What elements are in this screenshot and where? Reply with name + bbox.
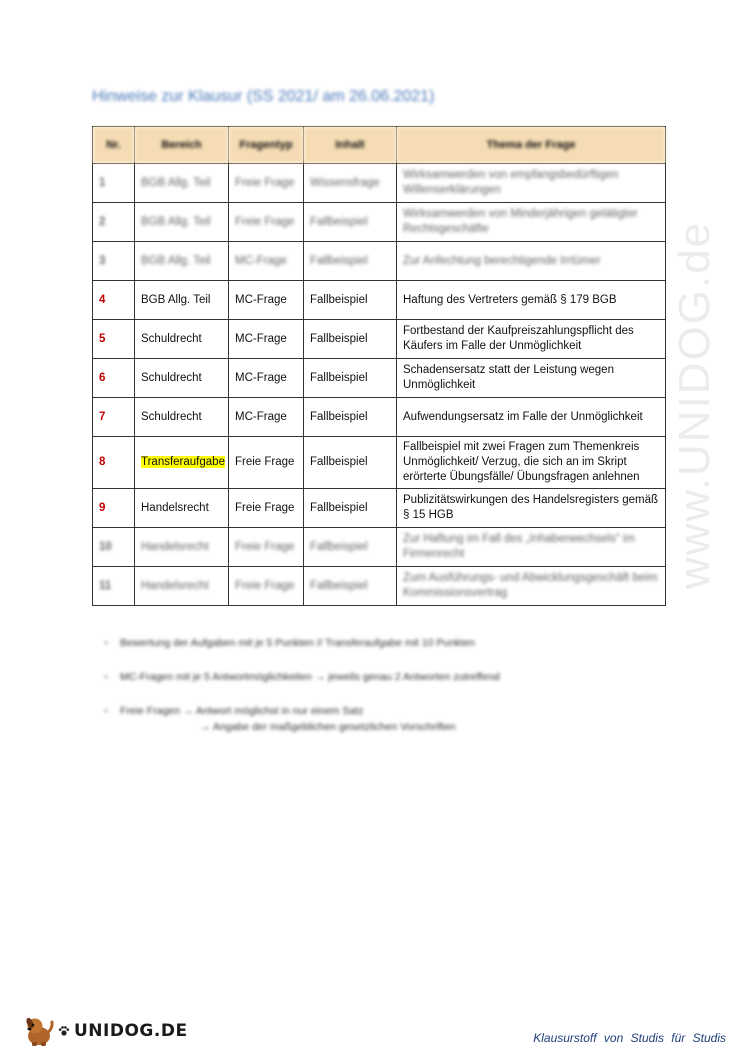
row-inhalt: Fallbeispiel [304,320,397,359]
table-row [93,398,666,437]
row-typ: Freie Frage [229,164,304,203]
row-typ: MC-Frage [229,359,304,398]
row-bereich: Schuldrecht [135,359,229,398]
row-thema: Schadensersatz statt der Leistung wegen Unmöglichkeit [397,359,666,398]
row-nr: 6 [93,359,135,398]
table-row [93,203,666,242]
row-thema: Fortbestand der Kaufpreiszahlungspflicht des Käufers im Falle der Unmöglichkeit [397,320,666,359]
row-inhalt: Fallbeispiel [304,437,397,489]
logo-text: UNIDOG.DE [74,1021,188,1041]
row-inhalt: Fallbeispiel [304,398,397,437]
row-nr: 3 [93,242,135,281]
row-typ: Freie Frage [229,489,304,528]
notes-list [104,635,500,753]
note-item [104,635,500,651]
dog-mascot-icon [22,1014,56,1048]
row-inhalt: Fallbeispiel [304,489,397,528]
row-bereich: Handelsrecht [135,528,229,567]
table-row [93,528,666,567]
row-inhalt: Fallbeispiel [304,567,397,606]
footer-slogan: Klausurstoff von Studis für Studis [533,1031,726,1045]
row-bereich: Handelsrecht [135,489,229,528]
note-text: Bewertung der Aufgaben mit je 5 Punkten // Transferaufgabe mit 10 Punkten [120,637,475,649]
table-row [93,164,666,203]
row-typ: MC-Frage [229,281,304,320]
paw-icon [58,1025,70,1037]
row-typ: MC-Frage [229,320,304,359]
row-nr: 9 [93,489,135,528]
table-row [93,320,666,359]
row-thema: Wirksamwerden von Minderjährigen getätigter Rechtsgeschäfte [397,203,666,242]
header-nr: Nr. [93,127,135,164]
row-nr: 1 [93,164,135,203]
header-bereich: Bereich [135,127,229,164]
note-text: Freie Fragen → Antwort möglichst in nur einem Satz [120,705,364,717]
row-typ: Freie Frage [229,528,304,567]
header-thema: Thema der Frage [397,127,666,164]
row-typ: MC-Frage [229,398,304,437]
highlighted-bereich: Transferaufgabe [141,456,225,468]
row-bereich [135,437,229,489]
row-inhalt: Fallbeispiel [304,242,397,281]
note-item [104,703,500,735]
row-inhalt: Wissensfrage [304,164,397,203]
row-thema: Wirksamwerden von empfangsbedürftigen Willenserklärungen [397,164,666,203]
row-inhalt: Fallbeispiel [304,528,397,567]
bullet-icon: ▫ [104,671,108,683]
row-thema: Haftung des Vertreters gemäß § 179 BGB [397,281,666,320]
row-bereich: Handelsrecht [135,567,229,606]
row-bereich: BGB Allg. Teil [135,242,229,281]
row-inhalt: Fallbeispiel [304,203,397,242]
row-bereich: BGB Allg. Teil [135,203,229,242]
row-typ: Freie Frage [229,437,304,489]
row-nr: 5 [93,320,135,359]
row-typ: MC-Frage [229,242,304,281]
row-bereich: BGB Allg. Teil [135,281,229,320]
header-inhalt: Inhalt [304,127,397,164]
note-text-continued: → Angabe der maßgeblichen gesetzlichen Vorschriften [200,721,456,733]
row-thema: Publizitätswirkungen des Handelsregisters gemäß § 15 HGB [397,489,666,528]
header-fragentyp: Fragentyp [229,127,304,164]
table-row [93,359,666,398]
row-nr: 7 [93,398,135,437]
row-thema: Aufwendungsersatz im Falle der Unmöglichkeit [397,398,666,437]
table-header-row [93,127,666,164]
row-typ: Freie Frage [229,203,304,242]
exam-table [92,126,666,606]
bullet-icon: ▫ [104,705,108,717]
note-item [104,669,500,685]
row-thema: Fallbeispiel mit zwei Fragen zum Themenkreis Unmöglichkeit/ Verzug, die sich an im Skript erörterte Übungsfälle/ Übungsfragen anlehnen [397,437,666,489]
row-thema: Zur Haftung im Fall des „Inhaberwechsels“ im Firmenrecht [397,528,666,567]
table-row [93,437,666,489]
row-typ: Freie Frage [229,567,304,606]
watermark: www.UNIDOG.de [670,220,719,590]
logo [22,1013,188,1049]
row-nr: 4 [93,281,135,320]
note-text: MC-Fragen mit je 5 Antwortmöglichkeiten → jeweils genau 2 Antworten zutreffend [120,671,500,683]
row-bereich: Schuldrecht [135,320,229,359]
row-bereich: Schuldrecht [135,398,229,437]
row-nr: 8 [93,437,135,489]
row-nr: 11 [93,567,135,606]
row-nr: 10 [93,528,135,567]
row-thema: Zum Ausführungs- und Abwicklungsgeschäft beim Kommissionsvertrag [397,567,666,606]
bullet-icon: ▫ [104,637,108,649]
table-row [93,242,666,281]
table-row [93,489,666,528]
row-thema: Zur Anfechtung berechtigende Irrtümer [397,242,666,281]
table-row [93,567,666,606]
row-bereich: BGB Allg. Teil [135,164,229,203]
row-inhalt: Fallbeispiel [304,359,397,398]
page-title: Hinweise zur Klausur (SS 2021/ am 26.06.2021) [92,88,435,105]
table-row [93,281,666,320]
row-nr: 2 [93,203,135,242]
row-inhalt: Fallbeispiel [304,281,397,320]
